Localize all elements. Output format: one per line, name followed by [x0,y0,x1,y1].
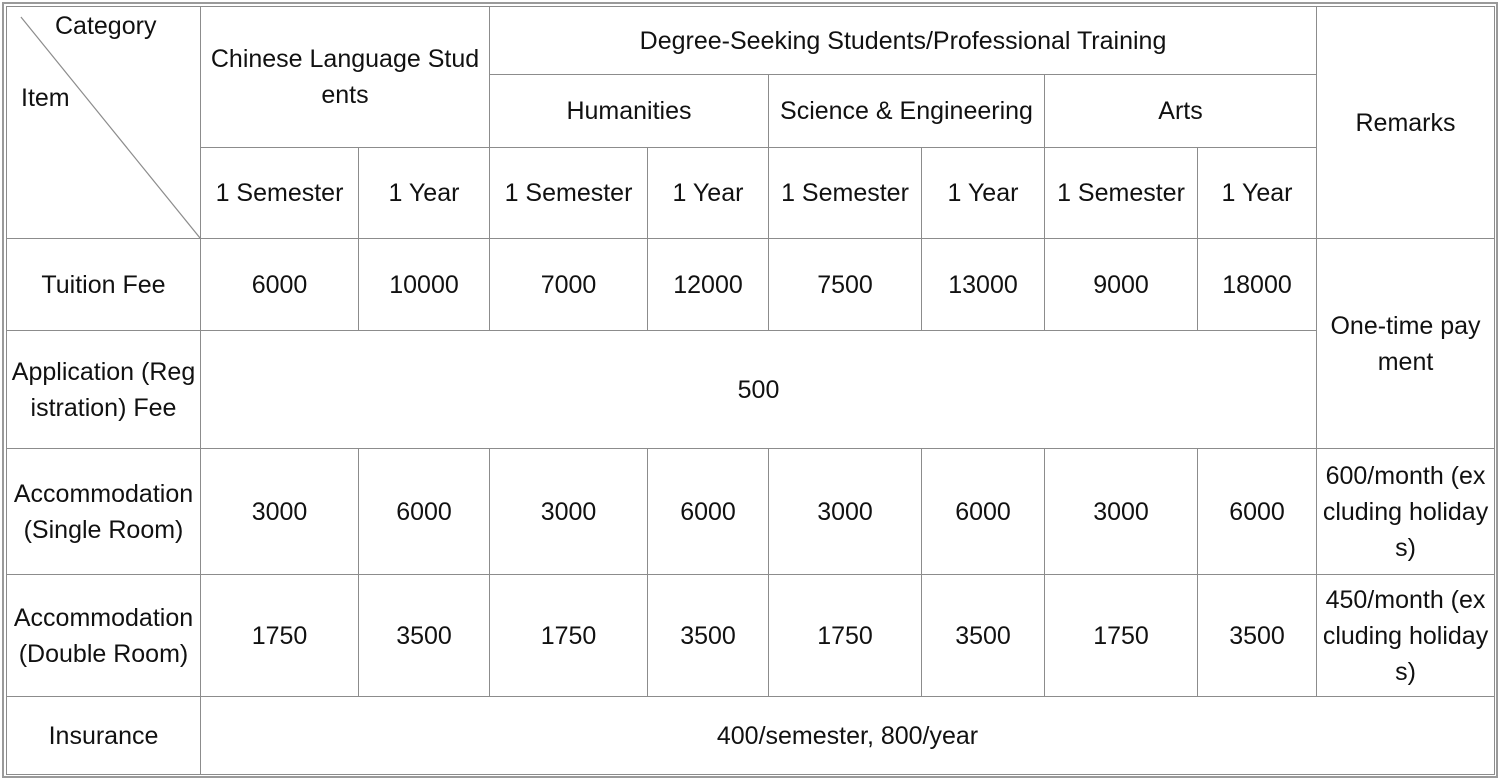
row-label-double-room: Accommodation(Double Room) [7,575,201,697]
single-room-cell: 3000 [1045,449,1198,575]
tuition-cell: 7500 [769,239,922,331]
fee-table [6,6,1495,775]
tuition-cell: 9000 [1045,239,1198,331]
single-room-cell: 3000 [490,449,648,575]
double-room-cell: 3500 [1198,575,1317,697]
row-label-tuition: Tuition Fee [7,239,201,331]
tuition-cell: 7000 [490,239,648,331]
insurance-value: 400/semester, 800/year [201,697,1495,775]
header-category-label: Category [55,12,157,40]
double-room-cell: 3500 [922,575,1045,697]
table-row-application [7,331,1495,449]
header-arts: Arts [1045,75,1317,148]
double-room-cell: 3500 [359,575,490,697]
tuition-cell: 12000 [648,239,769,331]
diagonal-divider [7,7,200,238]
header-arts-semester: 1 Semester [1045,148,1198,239]
single-room-cell: 6000 [359,449,490,575]
header-chinese-year: 1 Year [359,148,490,239]
header-item-label: Item [21,84,70,112]
tuition-cell: 13000 [922,239,1045,331]
single-room-cell: 6000 [1198,449,1317,575]
header-humanities-semester: 1 Semester [490,148,648,239]
double-room-cell: 1750 [1045,575,1198,697]
header-humanities: Humanities [490,75,769,148]
table-row-insurance [7,697,1495,775]
header-arts-year: 1 Year [1198,148,1317,239]
row-label-application: Application (Registration) Fee [7,331,201,449]
header-degree-seeking: Degree-Seeking Students/Professional Training [490,7,1317,75]
remark-one-time-payment: One-time payment [1317,239,1495,449]
header-chinese-semester: 1 Semester [201,148,359,239]
header-science-year: 1 Year [922,148,1045,239]
header-chinese-language: Chinese Language Students [201,7,490,148]
row-label-single-room: Accommodation(Single Room) [7,449,201,575]
header-science-semester: 1 Semester [769,148,922,239]
table-row-single-room [7,449,1495,575]
single-room-cell: 6000 [648,449,769,575]
table-row-double-room [7,575,1495,697]
header-humanities-year: 1 Year [648,148,769,239]
application-fee-value: 500 [201,331,1317,449]
double-room-cell: 1750 [769,575,922,697]
double-room-cell: 3500 [648,575,769,697]
single-room-cell: 3000 [769,449,922,575]
single-room-cell: 3000 [201,449,359,575]
header-science-engineering: Science & Engineering [769,75,1045,148]
row-label-insurance: Insurance [7,697,201,775]
single-room-cell: 6000 [922,449,1045,575]
remark-single-room: 600/month (excluding holidays) [1317,449,1495,575]
tuition-cell: 18000 [1198,239,1317,331]
header-remarks: Remarks [1317,7,1495,239]
table-row-tuition [7,239,1495,331]
tuition-cell: 10000 [359,239,490,331]
double-room-cell: 1750 [201,575,359,697]
tuition-cell: 6000 [201,239,359,331]
remark-double-room: 450/month (excluding holidays) [1317,575,1495,697]
double-room-cell: 1750 [490,575,648,697]
header-corner-cell [7,7,201,239]
